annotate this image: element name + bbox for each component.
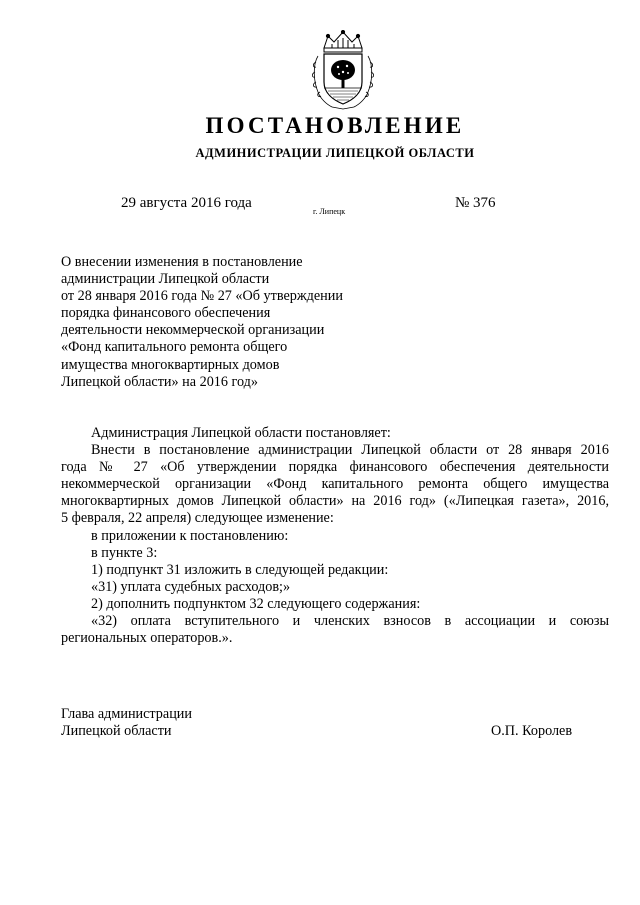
subject-line: «Фонд капитального ремонта общего xyxy=(61,339,288,356)
document-city: г. Липецк xyxy=(313,207,346,216)
subject-line: от 28 января 2016 года № 27 «Об утверждении xyxy=(61,288,343,305)
body-line: 5 февраля, 22 апреля) следующее изменение: xyxy=(61,510,334,527)
subject-line: порядка финансового обеспечения xyxy=(61,305,271,322)
body-line: «32) оплата вступительного и членских взносов в ассоциации и союзы xyxy=(91,613,609,630)
body-line: 1) подпункт 31 изложить в следующей редакции: xyxy=(91,561,389,578)
body-line: Внести в постановление администрации Липецкой области от 28 января 2016 xyxy=(91,442,609,459)
subject-line: имущества многоквартирных домов xyxy=(61,356,280,373)
document-body xyxy=(61,425,609,647)
signature-position xyxy=(61,706,192,740)
subject-line: О внесении изменения в постановление xyxy=(61,254,303,270)
signature-position-line: Глава администрации xyxy=(61,706,192,722)
body-line: в приложении к постановлению: xyxy=(91,527,289,544)
document-subtitle: АДМИНИСТРАЦИИ ЛИПЕЦКОЙ ОБЛАСТИ xyxy=(195,146,475,160)
body-line: многоквартирных домов Липецкой области» на 2016 год» («Липецкая газета», 2016, xyxy=(61,493,609,510)
subject-line: администрации Липецкой области xyxy=(61,271,270,288)
subject-line: деятельности некоммерческой организации xyxy=(61,322,325,339)
signature-name: О.П. Королев xyxy=(491,723,573,739)
body-line: Администрация Липецкой области постановляет: xyxy=(91,425,391,441)
body-line: некоммерческой организации «Фонд капитального ремонта общего имущества xyxy=(61,476,609,493)
body-line: года № 27 «Об утверждении порядка финансового обеспечения деятельности xyxy=(61,459,609,476)
document-date: 29 августа 2016 года xyxy=(121,195,252,211)
body-line: 2) дополнить подпунктом 32 следующего содержания: xyxy=(91,595,421,612)
body-line: «31) уплата судебных расходов;» xyxy=(91,578,291,595)
subject-line: Липецкой области» на 2016 год» xyxy=(61,373,258,390)
body-line: в пункте 3: xyxy=(91,544,158,561)
lipetsk-coat-of-arms-icon xyxy=(310,30,376,110)
signature-position-line: Липецкой области xyxy=(61,723,172,740)
body-line: региональных операторов.». xyxy=(61,630,233,647)
document-subject xyxy=(61,254,401,391)
document-number: № 376 xyxy=(455,195,496,211)
document-title: ПОСТАНОВЛЕНИЕ xyxy=(205,113,465,138)
